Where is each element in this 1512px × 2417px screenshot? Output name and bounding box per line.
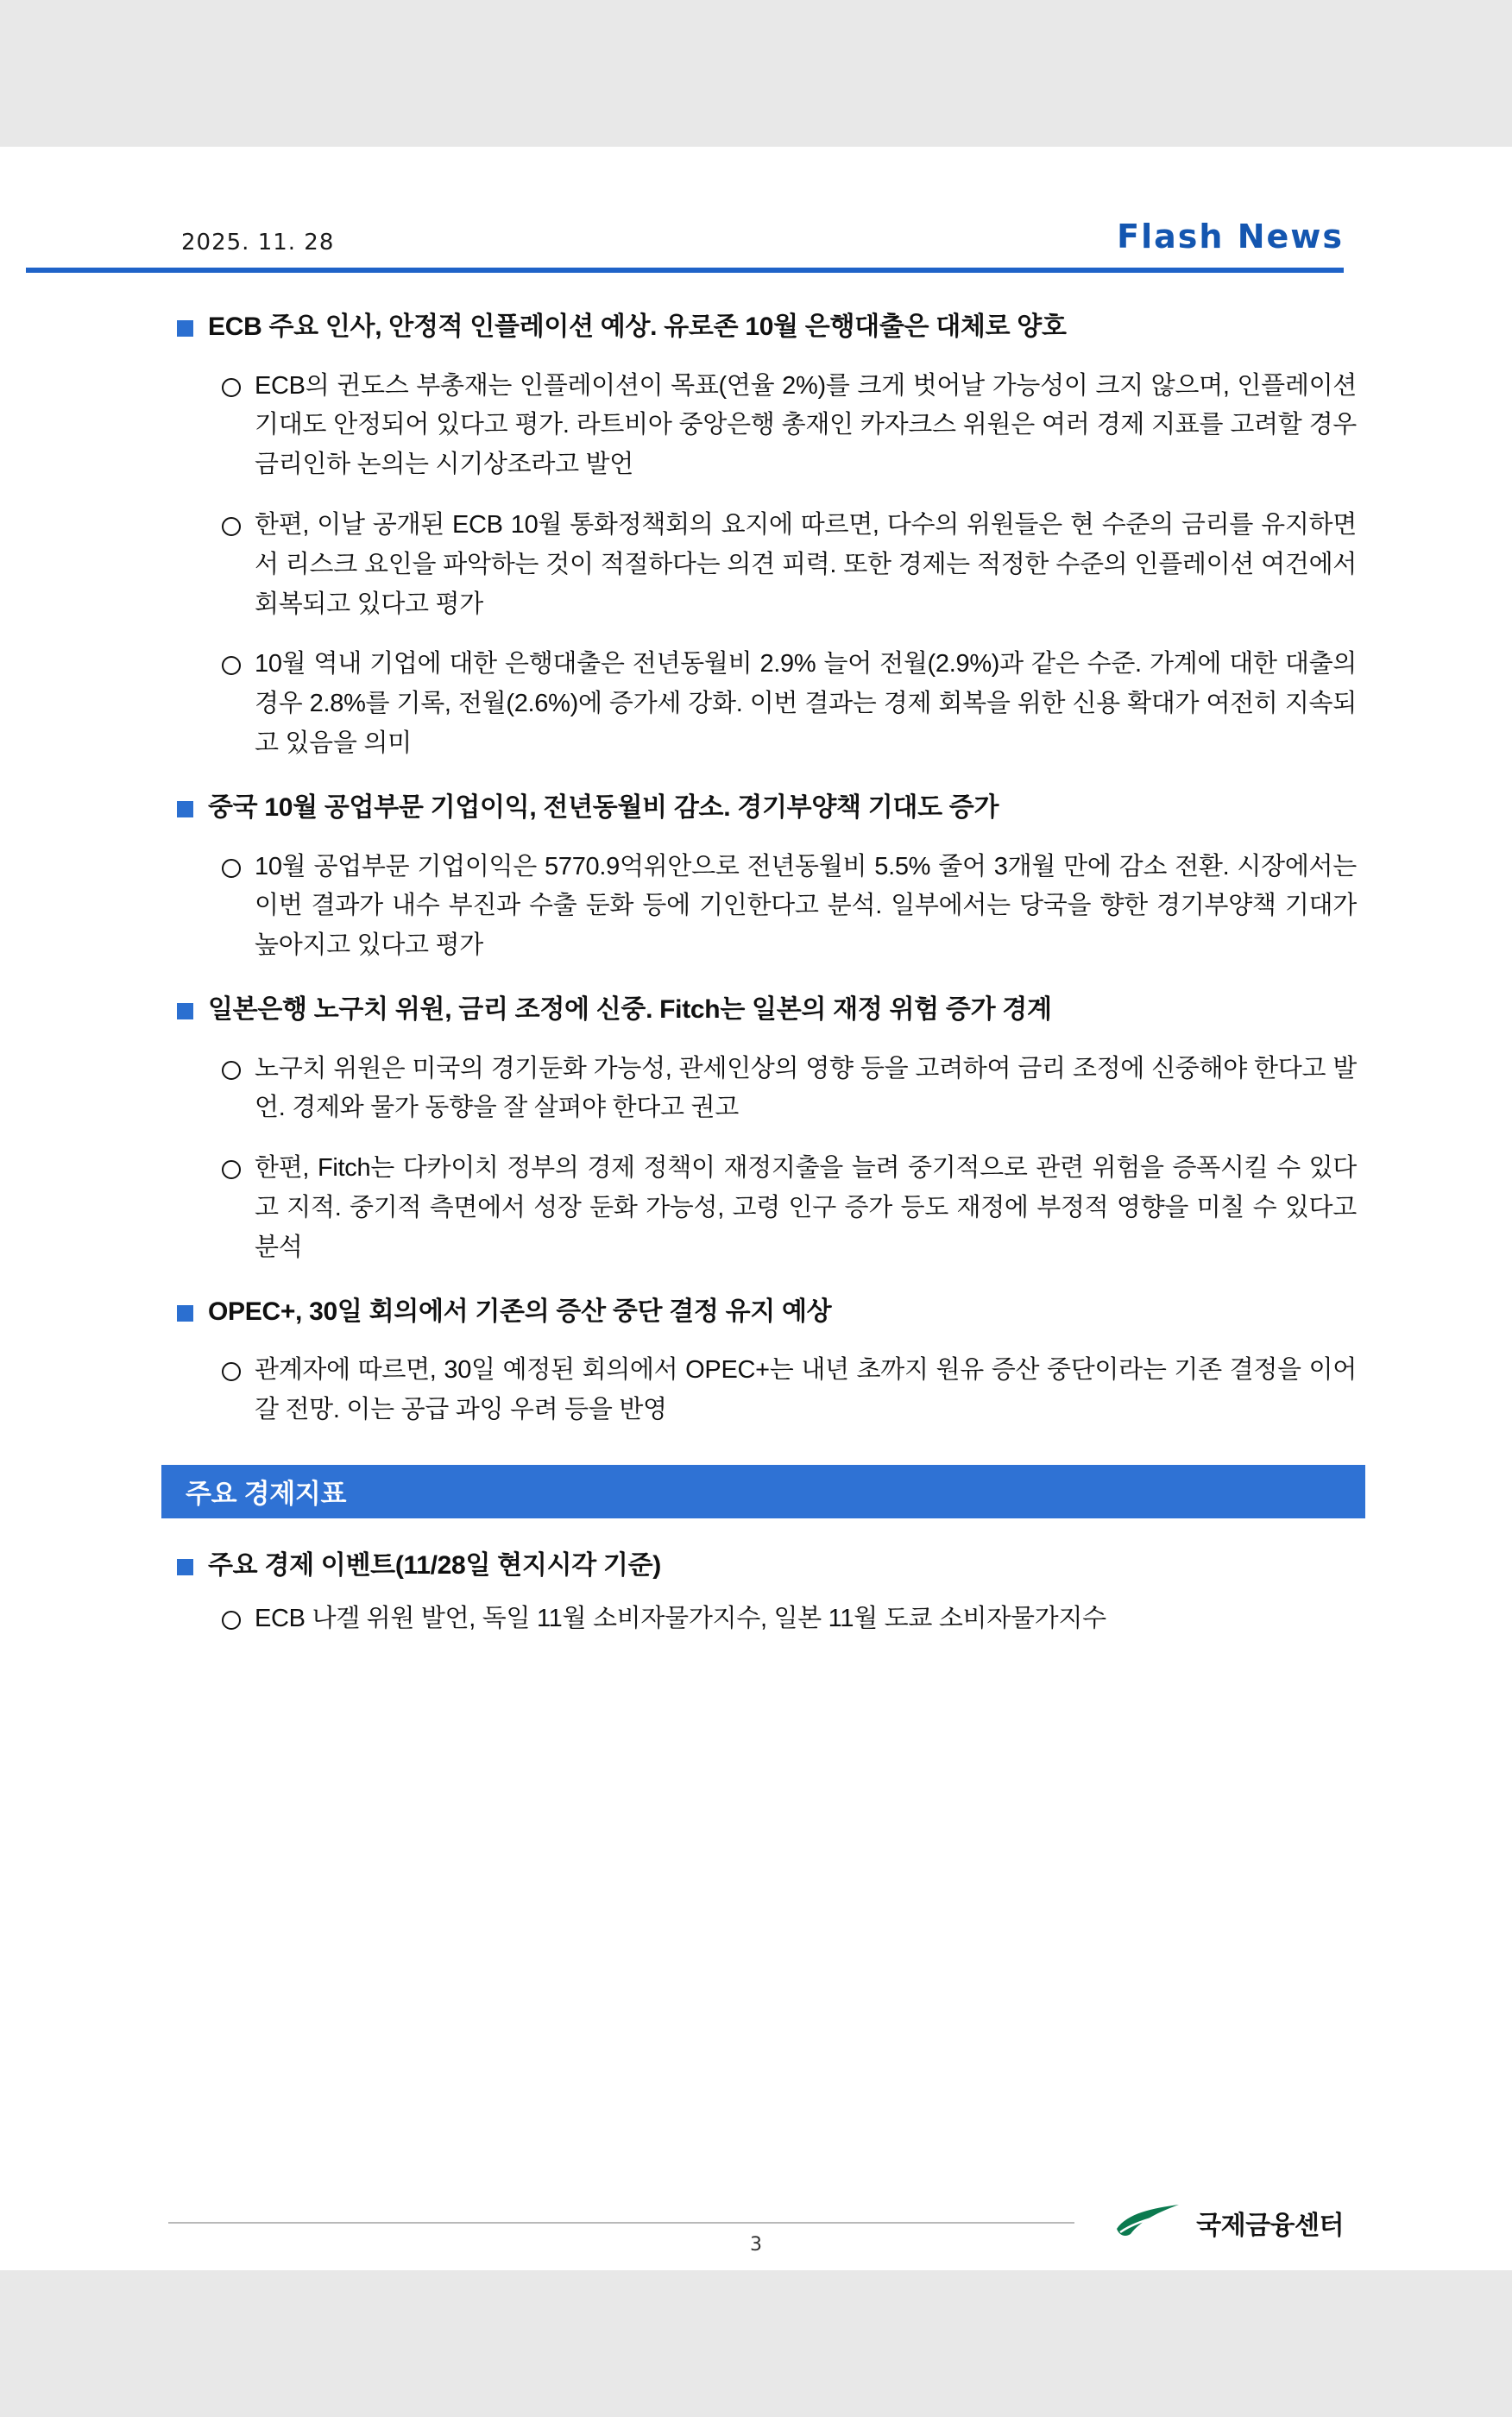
section-band <box>161 1465 1365 1518</box>
circle-bullet-icon <box>222 1362 241 1381</box>
organization-logo <box>1112 2203 1344 2243</box>
document-body <box>177 273 1357 1639</box>
square-bullet-icon <box>177 1305 193 1322</box>
section-heading-text: 일본은행 노구치 위원, 금리 조정에 신중. Fitch는 일본의 재정 위험 증가 경계 <box>208 994 1052 1024</box>
section-band-label: 주요 경제지표 <box>186 1479 347 1510</box>
list-item <box>222 1600 1357 1639</box>
list-item <box>222 1149 1357 1267</box>
page-number: 3 <box>750 2234 762 2256</box>
circle-bullet-icon <box>222 517 241 536</box>
header-date: 2025. 11. 28 <box>181 230 335 256</box>
square-bullet-icon <box>177 320 193 337</box>
list-item <box>222 506 1357 624</box>
section-heading-text: OPEC+, 30일 회의에서 기존의 증산 중단 결정 유지 예상 <box>208 1297 832 1326</box>
square-bullet-icon <box>177 801 193 817</box>
list-item-text: 10월 공업부문 기업이익은 5770.9억위안으로 전년동월비 5.5% 줄어 3개월 만에 감소 전환. 시장에서는 이번 결과가 내수 부진과 수출 둔화 등에 기인한다고 분석. 일부에서는 당국을 향한 경기부양책 기대가 높아지고 있다고 평가 <box>255 852 1357 960</box>
list-item <box>222 1050 1357 1129</box>
list-item-text: 한편, Fitch는 다카이치 정부의 경제 정책이 재정지출을 늘려 중기적으로 관련 위험을 증폭시킬 수 있다고 지적. 중기적 측면에서 성장 둔화 가능성, 고령 인구 증가 등도 재정에 부정적 영향을 미칠 수 있다고 분석 <box>255 1154 1357 1261</box>
section-heading-text: ECB 주요 인사, 안정적 인플레이션 예상. 유로존 10월 은행대출은 대체로 양호 <box>208 312 1067 341</box>
header-title: Flash News <box>1117 218 1344 256</box>
circle-bullet-icon <box>222 378 241 397</box>
circle-bullet-icon <box>222 1061 241 1080</box>
section-heading-text: 중국 10월 공업부문 기업이익, 전년동월비 감소. 경기부양책 기대도 증가 <box>208 792 999 822</box>
section-heading <box>177 1548 1357 1585</box>
circle-bullet-icon <box>222 1611 241 1630</box>
section-heading-text: 주요 경제 이벤트(11/28일 현지시각 기준) <box>208 1550 661 1580</box>
list-item-text: 10월 역내 기업에 대한 은행대출은 전년동월비 2.9% 늘어 전월(2.9%)과 같은 수준. 가계에 대한 대출의 경우 2.8%를 기록, 전월(2.6%)에 증가세 강화. 이번 결과는 경제 회복을 위한 신용 확대가 여전히 지속되고 있음을 의미 <box>255 650 1357 758</box>
list-item <box>222 645 1357 763</box>
circle-bullet-icon <box>222 656 241 675</box>
section-heading <box>177 790 1357 827</box>
list-item <box>222 1351 1357 1430</box>
list-item-text: 노구치 위원은 미국의 경기둔화 가능성, 관세인상의 영향 등을 고려하여 금리 조정에 신중해야 한다고 발언. 경제와 물가 동향을 잘 살펴야 한다고 권고 <box>255 1054 1357 1122</box>
page-header <box>181 147 1344 256</box>
list-item-text: 관계자에 따르면, 30일 예정된 회의에서 OPEC+는 내년 초까지 원유 증산 중단이라는 기존 결정을 이어갈 전망. 이는 공급 과잉 우려 등을 반영 <box>255 1356 1357 1423</box>
list-item-text: 한편, 이날 공개된 ECB 10월 통화정책회의 요지에 따르면, 다수의 위원들은 현 수준의 금리를 유지하면서 리스크 요인을 파악하는 것이 적절하다는 의견 피력. 또한 경제는 적정한 수준의 인플레이션 여건에서 회복되고 있다고 평가 <box>255 511 1357 618</box>
section-heading <box>177 309 1357 346</box>
list-item-text: ECB의 귄도스 부총재는 인플레이션이 목표(연율 2%)를 크게 벗어날 가능성이 크지 않으며, 인플레이션 기대도 안정되어 있다고 평가. 라트비아 중앙은행 총재인 카자크스 위원은 여러 경제 지표를 고려할 경우 금리인하 논의는 시기상조라고 발언 <box>255 371 1357 479</box>
circle-bullet-icon <box>222 1160 241 1179</box>
circle-bullet-icon <box>222 859 241 878</box>
footer-divider <box>168 2222 1074 2224</box>
kcif-logo-icon <box>1112 2203 1186 2243</box>
organization-name: 국제금융센터 <box>1196 2212 1344 2240</box>
square-bullet-icon <box>177 1559 193 1575</box>
list-item <box>222 848 1357 966</box>
square-bullet-icon <box>177 1003 193 1019</box>
section-heading <box>177 992 1357 1029</box>
section-heading <box>177 1294 1357 1331</box>
document-page <box>0 147 1512 2270</box>
list-item-text: ECB 나겔 위원 발언, 독일 11월 소비자물가지수, 일본 11월 도쿄 소비자물가지수 <box>255 1605 1106 1633</box>
list-item <box>222 367 1357 485</box>
